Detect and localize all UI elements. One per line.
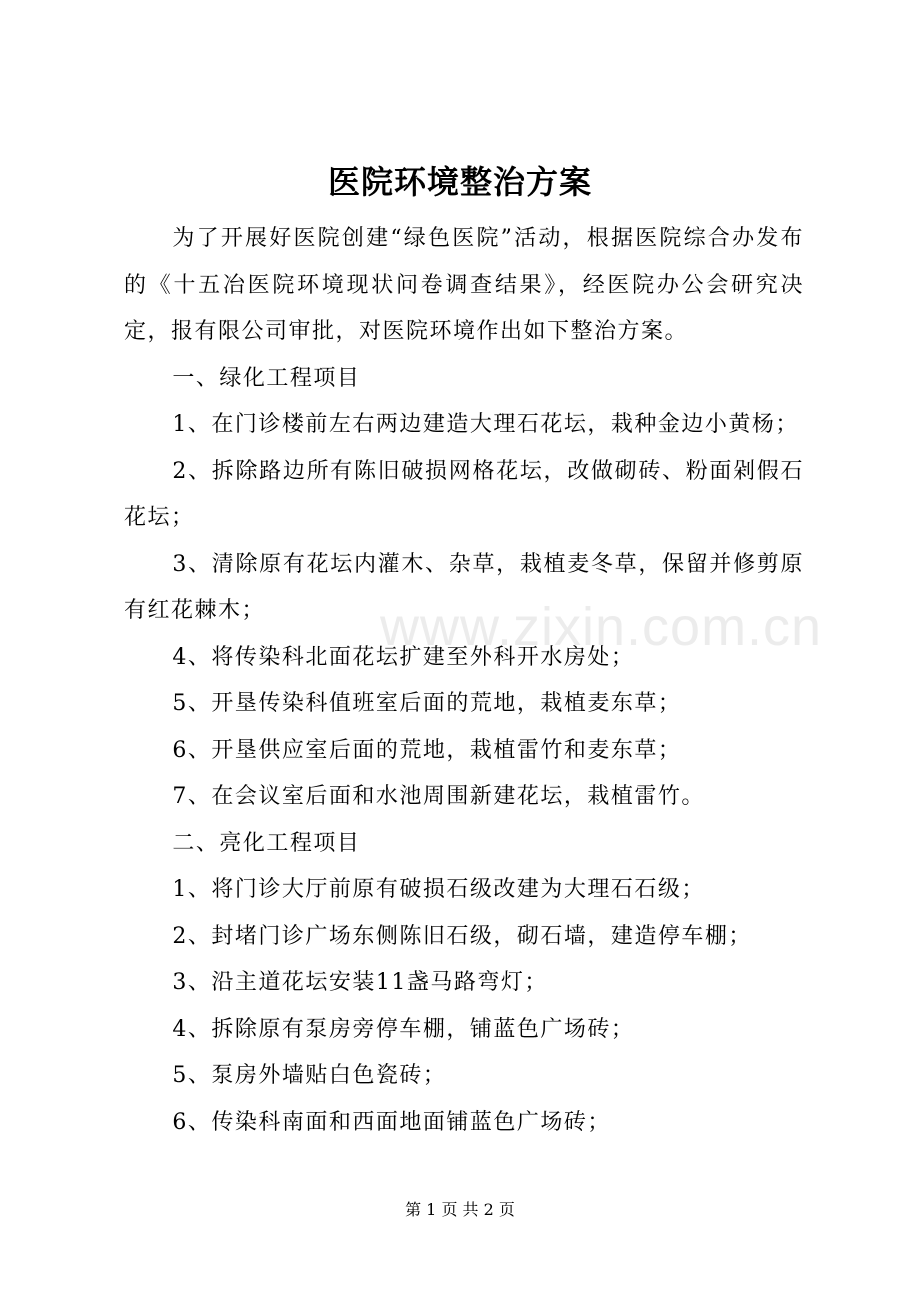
section-heading-greening: 一、绿化工程项目 [172, 365, 361, 391]
document-title: 医院环境整治方案 [327, 163, 592, 201]
page-footer: 第 1 页 共 2 页 [405, 1200, 515, 1219]
document-body [124, 216, 823, 1146]
watermark: www.zixin.com.cn [380, 597, 823, 657]
list-item: 3、沿主道花坛安装11盏马路弯灯； [172, 970, 548, 995]
paragraph-intro: 为了开展好医院创建“绿色医院”活动，根据医院综合办发布的《十五冶医院环境现状问卷调查结果》，经医院办公会研究决定，报有限公司审批，对医院环境作出如下整治方案。 [124, 226, 804, 344]
list-item: 2、封堵门诊广场东侧陈旧石级，砌石墙，建造停车棚； [172, 923, 752, 949]
list-item: 2、拆除路边所有陈旧破损网格花坛，改做砌砖、粉面剁假石花坛； [124, 458, 804, 530]
section-heading-lighting: 二、亮化工程项目 [172, 830, 361, 856]
list-item: 5、泵房外墙贴白色瓷砖； [172, 1063, 447, 1088]
list-item: 7、在会议室后面和水池周围新建花坛，栽植雷竹。 [172, 784, 705, 809]
list-item: 1、在门诊楼前左右两边建造大理石花坛，栽种金边小黄杨； [172, 412, 799, 437]
list-item: 3、清除原有花坛内灌木、杂草，栽植麦冬草，保留并修剪原有红花棘木； [124, 551, 804, 623]
list-item: 4、拆除原有泵房旁停车棚，铺蓝色广场砖； [172, 1016, 635, 1042]
list-item: 1、将门诊大厅前原有破损石级改建为大理石石级； [172, 877, 705, 902]
list-item: 6、传染科南面和西面地面铺蓝色广场砖； [172, 1109, 611, 1135]
list-item: 4、将传染科北面花坛扩建至外科开水房处； [172, 644, 635, 670]
list-item: 6、开垦供应室后面的荒地，栽植雷竹和麦东草； [172, 737, 682, 763]
list-item: 5、开垦传染科值班室后面的荒地，栽植麦东草； [172, 691, 682, 716]
